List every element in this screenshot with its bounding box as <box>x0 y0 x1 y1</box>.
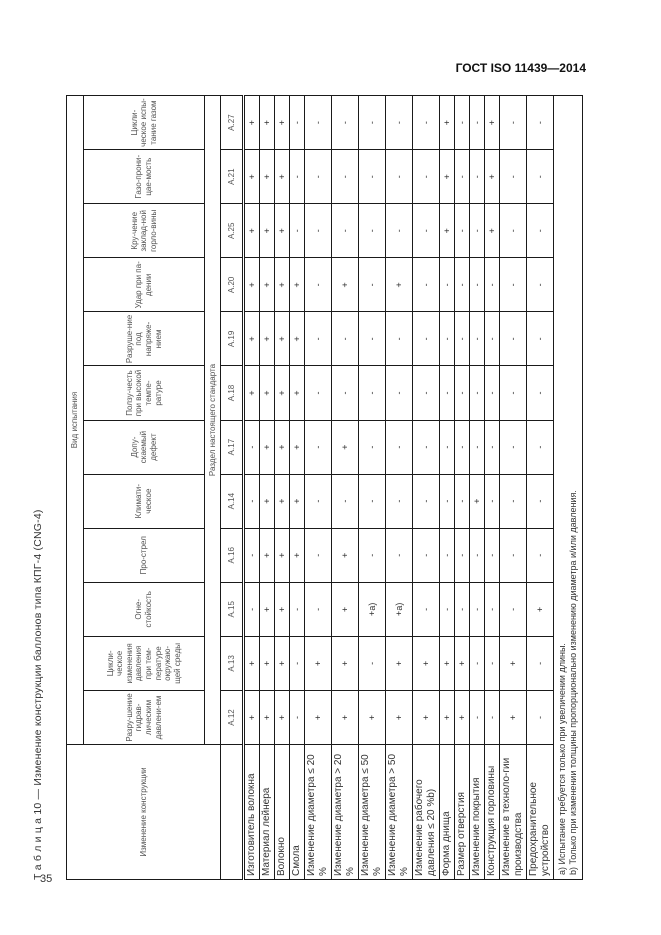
column-title: Разруше-ние под напряже-нием <box>84 312 205 366</box>
table-row <box>386 96 413 880</box>
row-label: Изготовитель волокна <box>244 745 260 880</box>
column-title: Климати-ческое <box>84 474 205 528</box>
cell-value: - <box>386 96 413 150</box>
cell-value: + <box>440 204 455 258</box>
cell-value: - <box>485 528 500 582</box>
column-title: Кру-чение заклад-ной горло-вины <box>84 204 205 258</box>
cell-value: - <box>455 366 470 420</box>
column-code: А.15 <box>221 582 244 636</box>
cell-value: - <box>386 150 413 204</box>
cell-value: - <box>413 420 440 474</box>
cell-value: + <box>332 420 359 474</box>
table-row <box>305 96 332 880</box>
cell-value: - <box>290 204 305 258</box>
cell-value: - <box>455 204 470 258</box>
cell-value: + <box>260 366 275 420</box>
row-label: Изменение в техноло-гии производства <box>500 745 527 880</box>
table-row <box>275 96 290 880</box>
column-code: А.16 <box>221 528 244 582</box>
footnote-b: b) Только при изменении толщины пропорционально изменению диаметра и/или давления. <box>567 490 578 875</box>
table-row <box>455 96 470 880</box>
cell-value: + <box>332 636 359 690</box>
cell-value: - <box>386 474 413 528</box>
cell-value: - <box>386 420 413 474</box>
cell-value: + <box>305 690 332 744</box>
cell-value: - <box>440 258 455 312</box>
cell-value: + <box>260 420 275 474</box>
cell-value: - <box>500 366 527 420</box>
cell-value: - <box>305 258 332 312</box>
cell-value: - <box>332 150 359 204</box>
cell-value: - <box>359 204 386 258</box>
row-header-label: Изменение конструкции <box>67 745 221 880</box>
row-label: Изменение диаметра > 20 % <box>332 745 359 880</box>
cell-value: - <box>359 150 386 204</box>
cell-value: - <box>359 474 386 528</box>
row-label: Изменение рабочего давления ≤ 20 %b) <box>413 745 440 880</box>
cell-value: + <box>305 636 332 690</box>
cell-value: - <box>500 258 527 312</box>
cell-value: + <box>260 150 275 204</box>
cell-value: - <box>413 528 440 582</box>
cell-value: - <box>470 96 485 150</box>
cell-value: - <box>413 366 440 420</box>
column-title: Цикли-ческое испы-тание газом <box>84 96 205 150</box>
cell-value: + <box>290 258 305 312</box>
cell-value: - <box>455 96 470 150</box>
cell-value: + <box>260 312 275 366</box>
column-title: Разру-шение гидрав-лическим давлени-ем <box>84 690 205 744</box>
cell-value: +a) <box>386 582 413 636</box>
cell-value: + <box>275 420 290 474</box>
cell-value: - <box>485 474 500 528</box>
cell-value: - <box>527 528 554 582</box>
cell-value: - <box>485 420 500 474</box>
cell-value: - <box>527 204 554 258</box>
cell-value: - <box>290 582 305 636</box>
cell-value: + <box>332 258 359 312</box>
cell-value: - <box>332 204 359 258</box>
cell-value: - <box>455 420 470 474</box>
cell-value: - <box>305 582 332 636</box>
cell-value: - <box>359 636 386 690</box>
cell-value: + <box>485 204 500 258</box>
column-code: А.21 <box>221 150 244 204</box>
cell-value: + <box>527 582 554 636</box>
cell-value: - <box>500 312 527 366</box>
column-title: Огне-стойкость <box>84 582 205 636</box>
table-row <box>244 96 260 880</box>
cell-value: - <box>305 150 332 204</box>
cell-value: + <box>244 636 260 690</box>
cell-value: +a) <box>359 582 386 636</box>
cell-value: + <box>260 204 275 258</box>
cell-value: + <box>275 582 290 636</box>
cell-value: - <box>413 258 440 312</box>
cell-value: - <box>470 312 485 366</box>
row-label: Форма днища <box>440 745 455 880</box>
cell-value: - <box>359 420 386 474</box>
cell-value: - <box>500 528 527 582</box>
cell-value: + <box>275 312 290 366</box>
row-label: Изменение покрытия <box>470 745 485 880</box>
cell-value: - <box>244 420 260 474</box>
page-number: 35 <box>40 873 53 885</box>
cell-value: - <box>413 474 440 528</box>
cell-value: + <box>275 690 290 744</box>
cell-value: - <box>527 366 554 420</box>
cell-value: - <box>332 96 359 150</box>
row-label: Изменение диаметра ≤ 20 % <box>305 745 332 880</box>
cell-value: + <box>275 636 290 690</box>
cell-value: - <box>290 690 305 744</box>
column-code: А.14 <box>221 474 244 528</box>
cell-value: - <box>386 312 413 366</box>
cell-value: - <box>527 150 554 204</box>
cell-value: - <box>485 636 500 690</box>
row-label: Изменение диаметра ≤ 50 % <box>359 745 386 880</box>
cell-value: - <box>527 312 554 366</box>
cell-value: - <box>527 96 554 150</box>
design-change-table <box>66 95 583 880</box>
row-label: Размер отверстия <box>455 745 470 880</box>
cell-value: + <box>500 636 527 690</box>
cell-value: + <box>260 582 275 636</box>
cell-value: + <box>290 420 305 474</box>
cell-value: - <box>440 474 455 528</box>
cell-value: + <box>275 528 290 582</box>
table-row <box>260 96 275 880</box>
table-caption: Т а б л и ц а 10 — Изменение конструкции баллонов типа КПГ-4 (CNG-4) <box>32 509 44 880</box>
cell-value: + <box>332 528 359 582</box>
row-label: Изменение диаметра > 50 % <box>386 745 413 880</box>
column-code: А.12 <box>221 690 244 744</box>
cell-value: - <box>470 150 485 204</box>
cell-value: + <box>332 582 359 636</box>
cell-value: - <box>527 474 554 528</box>
cell-value: + <box>260 96 275 150</box>
footnotes-cell <box>554 96 583 880</box>
table-container <box>66 95 583 880</box>
table-row <box>332 96 359 880</box>
cell-value: - <box>440 312 455 366</box>
cell-value: - <box>413 312 440 366</box>
cell-value: + <box>440 96 455 150</box>
cell-value: + <box>275 150 290 204</box>
cell-value: - <box>440 582 455 636</box>
column-code: А.20 <box>221 258 244 312</box>
column-title: Цикли-ческое изменения давления при тем-пературе окружаю-щей среды <box>84 636 205 690</box>
cell-value: - <box>485 690 500 744</box>
column-code: А.17 <box>221 420 244 474</box>
cell-value: - <box>413 150 440 204</box>
cell-value: + <box>275 366 290 420</box>
cell-value: + <box>275 474 290 528</box>
cell-value: + <box>485 150 500 204</box>
column-title: Удар при па-дении <box>84 258 205 312</box>
cell-value: + <box>500 690 527 744</box>
document-id-header: ГОСТ ISO 11439—2014 <box>455 61 586 75</box>
cell-value: - <box>455 312 470 366</box>
cell-value: - <box>485 312 500 366</box>
footnotes-row <box>554 96 583 880</box>
cell-value: - <box>244 474 260 528</box>
cell-value: - <box>485 258 500 312</box>
cell-value: - <box>440 366 455 420</box>
column-title: Про-стрел <box>84 528 205 582</box>
cell-value: - <box>500 474 527 528</box>
cell-value: - <box>500 582 527 636</box>
cell-value: - <box>413 204 440 258</box>
table-row <box>440 96 455 880</box>
table-row <box>290 96 305 880</box>
cell-value: - <box>500 204 527 258</box>
cell-value: + <box>244 204 260 258</box>
cell-value: - <box>470 582 485 636</box>
row-label: Смола <box>290 745 305 880</box>
cell-value: + <box>290 528 305 582</box>
cell-value: + <box>260 258 275 312</box>
cell-value: - <box>290 150 305 204</box>
cell-value: + <box>275 258 290 312</box>
rotated-table-stage <box>30 90 630 880</box>
cell-value: - <box>527 690 554 744</box>
cell-value: + <box>260 690 275 744</box>
cell-value: + <box>290 474 305 528</box>
table-row <box>500 96 527 880</box>
row-label: Материал лейнера <box>260 745 275 880</box>
cell-value: - <box>359 312 386 366</box>
cell-value: - <box>485 582 500 636</box>
cell-value: - <box>305 96 332 150</box>
cell-value: - <box>470 690 485 744</box>
cell-value: + <box>244 690 260 744</box>
cell-value: - <box>455 582 470 636</box>
cell-value: + <box>244 312 260 366</box>
cell-value: + <box>332 690 359 744</box>
cell-value: - <box>455 150 470 204</box>
cell-value: - <box>527 420 554 474</box>
cell-value: - <box>455 528 470 582</box>
empty-corner-cell <box>221 745 244 880</box>
cell-value: + <box>455 690 470 744</box>
cell-value: + <box>440 690 455 744</box>
cell-value: - <box>305 420 332 474</box>
table-row <box>527 96 554 880</box>
cell-value: - <box>359 258 386 312</box>
cell-value: - <box>527 636 554 690</box>
cell-value: + <box>275 96 290 150</box>
cell-value: - <box>386 204 413 258</box>
row-label: Предохранительное устройство <box>527 745 554 880</box>
column-code-row <box>221 96 244 880</box>
cell-value: - <box>305 312 332 366</box>
cell-value: + <box>290 366 305 420</box>
column-code: А.19 <box>221 312 244 366</box>
cell-value: + <box>386 258 413 312</box>
section-label: Раздел настоящего стандарта <box>205 96 221 745</box>
cell-value: - <box>305 204 332 258</box>
cell-value: - <box>470 258 485 312</box>
cell-value: + <box>470 474 485 528</box>
cell-value: - <box>290 96 305 150</box>
row-label: Конструкция горловины <box>485 745 500 880</box>
cell-value: + <box>290 312 305 366</box>
cell-value: - <box>470 420 485 474</box>
cell-value: + <box>244 258 260 312</box>
column-code: А.18 <box>221 366 244 420</box>
cell-value: - <box>244 528 260 582</box>
cell-value: + <box>455 636 470 690</box>
cell-value: - <box>386 366 413 420</box>
cell-value: + <box>244 150 260 204</box>
column-title: Ползу-честь при высокой темпе-ратуре <box>84 366 205 420</box>
cell-value: - <box>413 96 440 150</box>
cell-value: + <box>440 150 455 204</box>
cell-value: + <box>413 690 440 744</box>
column-title: Газо-прони-цае-мость <box>84 150 205 204</box>
cell-value: - <box>332 366 359 420</box>
cell-value: + <box>244 96 260 150</box>
cell-value: - <box>455 474 470 528</box>
cell-value: - <box>470 528 485 582</box>
cell-value: - <box>305 366 332 420</box>
table-row <box>470 96 485 880</box>
cell-value: - <box>305 474 332 528</box>
cell-value: - <box>290 636 305 690</box>
table-body <box>244 96 554 880</box>
cell-value: - <box>455 258 470 312</box>
cell-value: - <box>500 96 527 150</box>
cell-value: + <box>260 474 275 528</box>
cell-value: + <box>244 366 260 420</box>
cell-value: - <box>485 366 500 420</box>
cell-value: + <box>485 96 500 150</box>
column-code: А.13 <box>221 636 244 690</box>
cell-value: - <box>500 150 527 204</box>
cell-value: + <box>359 690 386 744</box>
column-title: Допу-скаемый дефект <box>84 420 205 474</box>
cell-value: - <box>386 528 413 582</box>
cell-value: - <box>359 96 386 150</box>
cell-value: + <box>413 636 440 690</box>
cell-value: - <box>527 258 554 312</box>
cell-value: - <box>470 366 485 420</box>
cell-value: - <box>500 420 527 474</box>
cell-value: + <box>386 690 413 744</box>
cell-value: - <box>440 528 455 582</box>
cell-value: + <box>386 636 413 690</box>
cell-value: - <box>440 420 455 474</box>
footnote-a: a) Испытание требуется только при увеличении длины. <box>557 643 567 875</box>
cell-value: - <box>305 528 332 582</box>
row-label: Волокно <box>275 745 290 880</box>
cell-value: - <box>470 636 485 690</box>
cell-value: - <box>359 366 386 420</box>
cell-value: + <box>275 204 290 258</box>
cell-value: + <box>260 636 275 690</box>
cell-value: - <box>332 474 359 528</box>
table-row <box>413 96 440 880</box>
table-row <box>359 96 386 880</box>
cell-value: - <box>359 528 386 582</box>
cell-value: - <box>470 204 485 258</box>
cell-value: - <box>244 582 260 636</box>
column-code: А.27 <box>221 96 244 150</box>
column-code: А.25 <box>221 204 244 258</box>
cell-value: - <box>413 582 440 636</box>
cell-value: + <box>440 636 455 690</box>
cell-value: - <box>332 312 359 366</box>
group-header-row <box>67 96 84 880</box>
table-row <box>485 96 500 880</box>
group-header: Вид испытания <box>67 96 84 745</box>
cell-value: + <box>260 528 275 582</box>
